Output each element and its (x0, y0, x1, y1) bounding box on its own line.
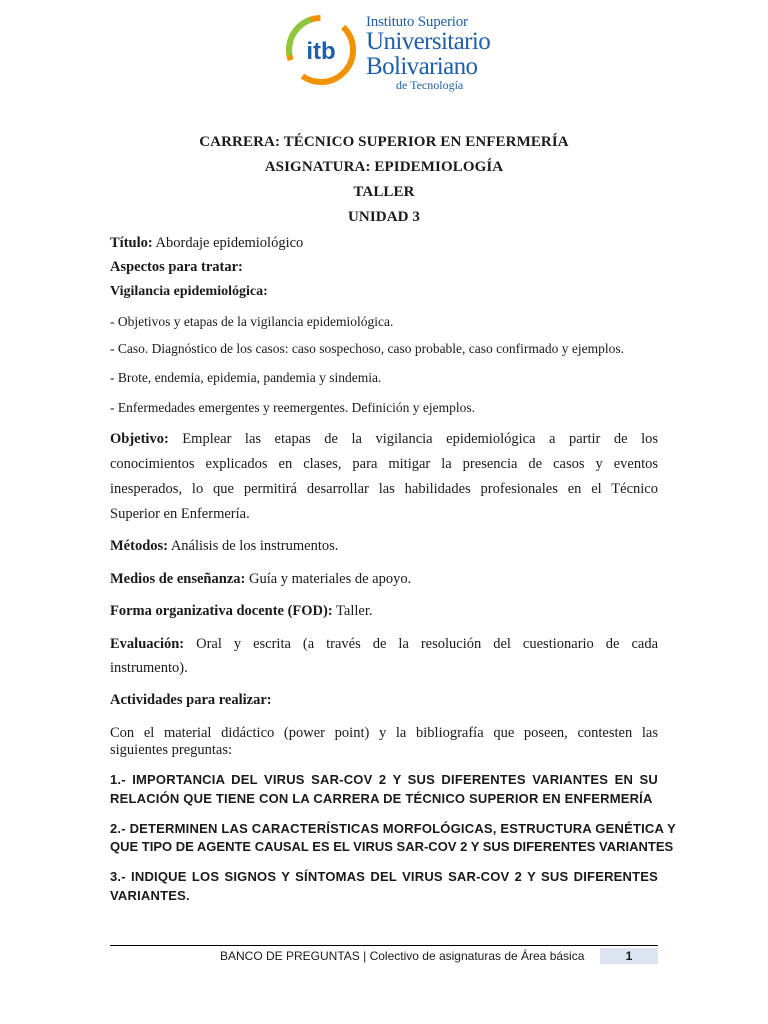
actividades-heading: Actividades para realizar: (110, 692, 272, 708)
itb-logo-mark-icon (283, 12, 363, 88)
titulo-line (110, 235, 658, 252)
metodos-label: Métodos: (110, 538, 168, 554)
institute-logo (283, 12, 493, 92)
question-3-line-1: 3.- INDIQUE LOS SIGNOS Y SÍNTOMAS DEL VIRUS SAR-COV 2 Y SUS DIFERENTES (110, 869, 658, 884)
logo-line-3: Bolivariano (366, 53, 478, 80)
metodos-line (110, 538, 658, 555)
logo-line-2: Universitario (366, 28, 491, 55)
intro-line-1: Con el material didáctico (power point) y la bibliografía que poseen, contesten las (110, 725, 658, 741)
evaluacion-label: Evaluación: (110, 636, 185, 652)
aspect-item-1: - Objetivos y etapas de la vigilancia epidemiológica. (110, 314, 394, 329)
forma-line (110, 603, 658, 620)
objetivo-line-2: conocimientos explicados en clases, para mitigar la presencia de casos y eventos (110, 456, 658, 472)
titulo-value: Abordaje epidemiológico (152, 235, 304, 251)
logo-line-1: Instituto Superior (366, 14, 468, 30)
titulo-label: Título: (110, 235, 153, 251)
objetivo-line-3: inesperados, lo que permitirá desarrollar las habilidades profesionales en el Técnico (110, 481, 658, 497)
page-number: 1 (600, 948, 658, 964)
logo-mark-text: itb (306, 38, 336, 65)
tipo-heading: TALLER (353, 184, 415, 200)
forma-value: Taller. (332, 603, 373, 619)
medios-value: Guía y materiales de apoyo. (245, 571, 412, 587)
metodos-value: Análisis de los instrumentos. (168, 538, 339, 554)
forma-label: Forma organizativa docente (FOD): (110, 603, 333, 619)
objetivo-line-1 (110, 431, 658, 448)
evaluacion-line-2: instrumento). (110, 660, 188, 676)
objetivo-text-1: Emplear las etapas de la vigilancia epidemiológica a partir de los (168, 431, 658, 447)
logo-line-4: de Tecnología (396, 78, 464, 92)
evaluacion-text-1: Oral y escrita (a través de la resolución del cuestionario de cada (184, 636, 658, 652)
vigilancia-heading: Vigilancia epidemiológica: (110, 284, 268, 299)
question-3-line-2: VARIANTES. (110, 888, 190, 903)
question-1-line-2: RELACIÓN QUE TIENE CON LA CARRERA DE TÉCNICO SUPERIOR EN ENFERMERÍA (110, 791, 653, 806)
medios-line (110, 571, 658, 588)
aspect-item-4: - Enfermedades emergentes y reemergentes. Definición y ejemplos. (110, 400, 475, 415)
question-1-line-1: 1.- IMPORTANCIA DEL VIRUS SAR-COV 2 Y SUS DIFERENTES VARIANTES EN SU (110, 772, 658, 787)
aspectos-heading: Aspectos para tratar: (110, 259, 243, 275)
aspect-item-3: - Brote, endemia, epidemia, pandemia y sindemia. (110, 370, 382, 385)
question-2-line-1: 2.- DETERMINEN LAS CARACTERÍSTICAS MORFOLÓGICAS, ESTRUCTURA GENÉTICA Y (110, 821, 677, 836)
objetivo-label: Objetivo: (110, 431, 169, 447)
carrera-heading: CARRERA: TÉCNICO SUPERIOR EN ENFERMERÍA (199, 134, 569, 150)
unidad-heading: UNIDAD 3 (347, 209, 421, 225)
aspect-item-2: - Caso. Diagnóstico de los casos: caso sospechoso, caso probable, caso confirmado y ejemplos. (110, 341, 625, 356)
question-2-line-2: QUE TIPO DE AGENTE CAUSAL ES EL VIRUS SAR-COV 2 Y SUS DIFERENTES VARIANTES (110, 839, 674, 854)
footer-text: BANCO DE PREGUNTAS | Colectivo de asignaturas de Área básica (220, 949, 585, 963)
objetivo-line-4: Superior en Enfermería. (110, 506, 250, 522)
asignatura-heading: ASIGNATURA: EPIDEMIOLOGÍA (264, 159, 504, 175)
evaluacion-line-1 (110, 636, 658, 653)
medios-label: Medios de enseñanza: (110, 571, 246, 587)
intro-line-2: siguientes preguntas: (110, 742, 233, 758)
footer-divider (110, 945, 658, 946)
